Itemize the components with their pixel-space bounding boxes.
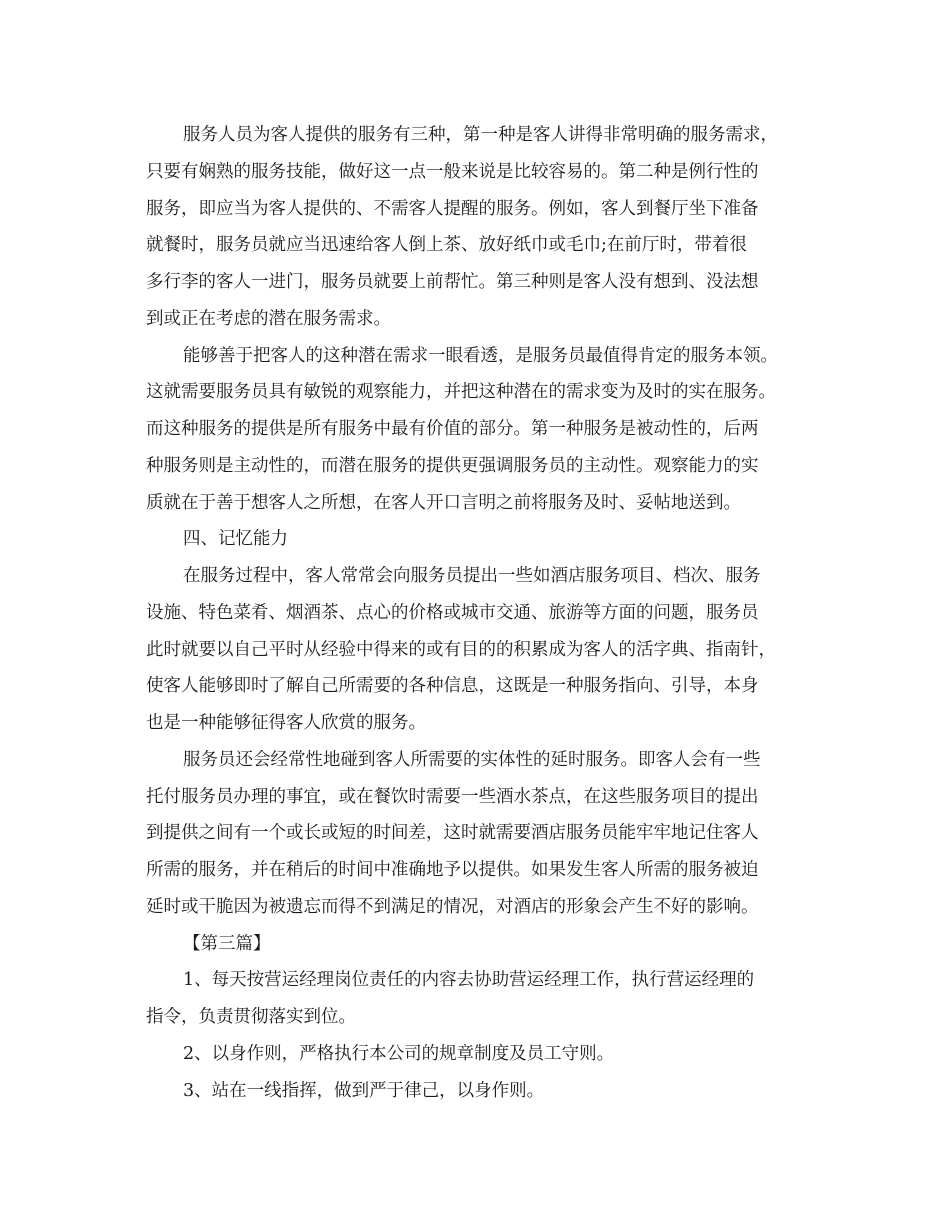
text-line: 只要有娴熟的服务技能，做好这一点一般来说是比较容易的。第二种是例行性的 (146, 161, 759, 182)
text-line: 托付服务员办理的事宜，或在餐饮时需要一些酒水茶点，在这些服务项目的提出 (146, 786, 759, 807)
text-line: 能够善于把客人的这种潜在需求一眼看透，是服务员最值得肯定的服务本领。 (183, 345, 778, 366)
text-line: 也是一种能够征得客人欣赏的服务。 (146, 713, 426, 733)
text-line: 四、记忆能力 (183, 529, 288, 550)
text-line: 就餐时，服务员就应当迅速给客人倒上茶、放好纸巾或毛巾;在前厅时，带着很 (146, 235, 747, 256)
text-line: 而这种服务的提供是所有服务中最有价值的部分。第一种服务是被动性的，后两 (146, 419, 759, 439)
text-line: 指令，负责贯彻落实到位。 (146, 1007, 356, 1027)
text-line: 种服务则是主动性的，而潜在服务的提供更强调服务员的主动性。观察能力的实 (146, 455, 759, 476)
document-body (146, 117, 810, 1109)
text-line: 【第三篇】 (183, 933, 271, 954)
text-line: 到或正在考虑的潜在服务需求。 (146, 308, 391, 329)
text-line: 服务，即应当为客人提供的、不需客人提醒的服务。例如，客人到餐厅坐下准备 (146, 198, 759, 219)
text-line: 延时或干脆因为被遗忘而得不到满足的情况，对酒店的形象会产生不好的影响。 (146, 896, 759, 917)
text-line: 在服务过程中，客人常常会向服务员提出一些如酒店服务项目、档次、服务 (183, 566, 761, 586)
text-line: 服务员还会经常性地碰到客人所需要的实体性的延时服务。即客人会有一些 (183, 749, 761, 770)
text-line: 2、以身作则，严格执行本公司的规章制度及员工守则。 (183, 1043, 615, 1064)
text-line: 质就在于善于想客人之所想，在客人开口言明之前将服务及时、妥帖地送到。 (146, 492, 741, 513)
text-line: 服务人员为客人提供的服务有三种，第一种是客人讲得非常明确的服务需求， (183, 125, 778, 145)
text-line: 使客人能够即时了解自己所需要的各种信息，这既是一种服务指向、引导，本身 (146, 676, 759, 697)
text-line: 1、每天按营运经理岗位责任的内容去协助营运经理工作，执行营运经理的 (183, 970, 755, 991)
text-line: 3、站在一线指挥，做到严于律己，以身作则。 (183, 1080, 545, 1101)
text-line: 此时就要以自己平时从经验中得来的或有目的的积累成为客人的活字典、指南针， (146, 639, 776, 660)
text-line: 到提供之间有一个或长或短的时间差，这时就需要酒店服务员能牢牢地记住客人 (146, 823, 759, 844)
text-line: 设施、特色菜肴、烟酒茶、点心的价格或城市交通、旅游等方面的问题，服务员 (146, 602, 759, 623)
text-line: 这就需要服务员具有敏锐的观察能力，并把这种潜在的需求变为及时的实在服务。 (146, 382, 776, 403)
text-line: 多行李的客人一进门，服务员就要上前帮忙。第三种则是客人没有想到、没法想 (146, 272, 759, 292)
text-line: 所需的服务，并在稍后的时间中准确地予以提供。如果发生客人所需的服务被迫 (146, 860, 759, 880)
